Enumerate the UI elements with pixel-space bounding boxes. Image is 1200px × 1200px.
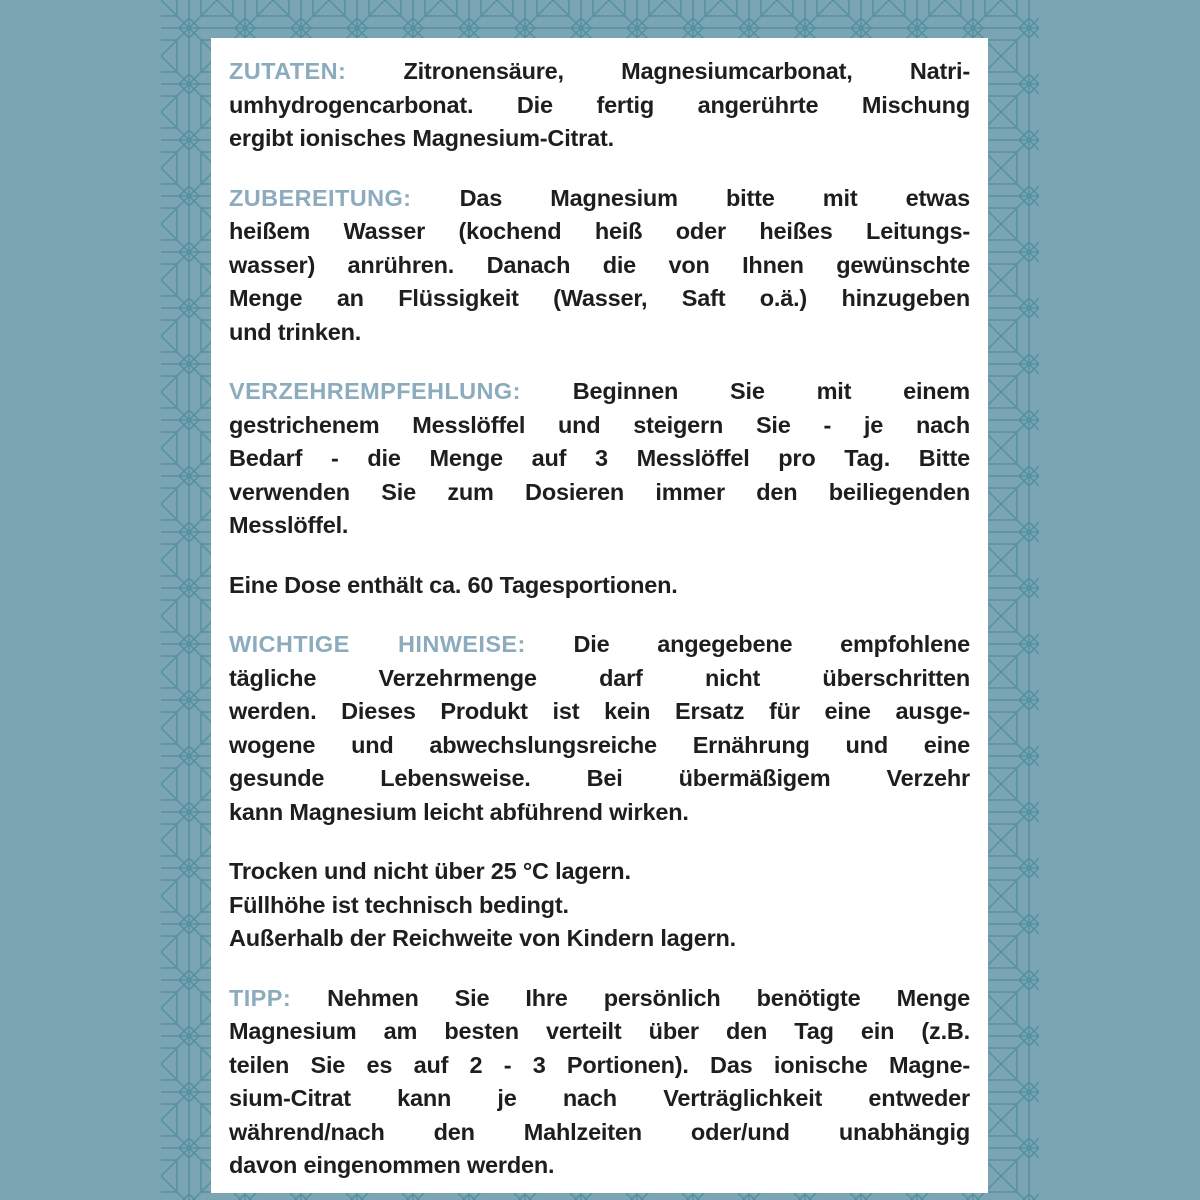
text-line: wasser) anrühren. Danach die von Ihnen gewünschte — [229, 251, 970, 278]
text-line: wogene und abwechslungsreiche Ernährung und eine — [229, 731, 970, 758]
section-zutaten — [229, 55, 970, 156]
text-line: sium-Citrat kann je nach Verträglichkeit entweder — [229, 1085, 970, 1111]
text-line: teilen Sie es auf 2 - 3 Portionen). Das ionische Magne- — [229, 1051, 970, 1078]
section-heading: ZUTATEN: — [229, 58, 347, 84]
text-line: verwenden Sie zum Dosieren immer den beiliegenden — [229, 478, 970, 505]
text-line: Menge an Flüssigkeit (Wasser, Saft o.ä.) hinzugeben — [229, 285, 970, 311]
text-line: kann Magnesium leicht abführend wirken. — [229, 798, 689, 825]
text-line: Eine Dose enthält ca. 60 Tagesportionen. — [229, 571, 678, 598]
section-lines — [229, 662, 970, 830]
section-zubereitung — [229, 182, 970, 350]
text-line: Außerhalb der Reichweite von Kindern lagern. — [229, 925, 736, 951]
section-first-line — [229, 982, 970, 1016]
section-tipp — [229, 982, 970, 1183]
label-text-panel — [211, 38, 988, 1193]
section-lines — [229, 855, 970, 956]
section-verzehrempfehlung — [229, 375, 970, 543]
section-heading: ZUBEREITUNG: — [229, 184, 412, 211]
text-line: und trinken. — [229, 318, 362, 345]
section-text: Zitronensäure, Magnesiumcarbonat, Natri- — [403, 58, 970, 84]
section-text: Die angegebene empfohlene — [573, 631, 970, 657]
section-first-line — [229, 55, 970, 89]
portion-info — [229, 569, 970, 603]
text-line: heißem Wasser (kochend heiß oder heißes Leitungs- — [229, 218, 970, 244]
section-heading: VERZEHREMPFEHLUNG: — [229, 378, 521, 404]
text-line: davon eingenommen werden. — [229, 1152, 555, 1178]
section-text: Nehmen Sie Ihre persönlich benötigte Menge — [327, 984, 970, 1011]
section-first-line — [229, 628, 970, 662]
section-text: Das Magnesium bitte mit etwas — [459, 184, 970, 211]
section-lines — [229, 89, 970, 156]
section-heading: WICHTIGE HINWEISE: — [229, 631, 526, 657]
text-line: Bedarf - die Menge auf 3 Messlöffel pro Tag. Bitte — [229, 445, 970, 471]
text-line: ergibt ionisches Magnesium-Citrat. — [229, 125, 614, 151]
text-line: gesunde Lebensweise. Bei übermäßigem Verzehr — [229, 765, 970, 791]
text-line: Messlöffel. — [229, 512, 349, 538]
section-text: Beginnen Sie mit einem — [572, 378, 970, 404]
section-lines — [229, 1015, 970, 1183]
section-lines — [229, 409, 970, 543]
section-lines — [229, 569, 970, 603]
text-line: umhydrogencarbonat. Die fertig angerührte Mischung — [229, 91, 970, 118]
section-lines — [229, 215, 970, 349]
text-line: gestrichenem Messlöffel und steigern Sie - je nach — [229, 411, 970, 438]
section-first-line — [229, 375, 970, 409]
text-line: werden. Dieses Produkt ist kein Ersatz für eine ausge- — [229, 698, 970, 724]
section-heading: TIPP: — [229, 984, 292, 1011]
section-wichtige-hinweise — [229, 628, 970, 829]
section-first-line — [229, 182, 970, 216]
text-line: während/nach den Mahlzeiten oder/und unabhängig — [229, 1118, 970, 1145]
text-line: Trocken und nicht über 25 °C lagern. — [229, 858, 631, 884]
text-line: Füllhöhe ist technisch bedingt. — [229, 891, 569, 918]
storage-notes — [229, 855, 970, 956]
text-line: Magnesium am besten verteilt über den Tag ein (z.B. — [229, 1018, 970, 1044]
text-line: tägliche Verzehrmenge darf nicht überschritten — [229, 664, 970, 691]
